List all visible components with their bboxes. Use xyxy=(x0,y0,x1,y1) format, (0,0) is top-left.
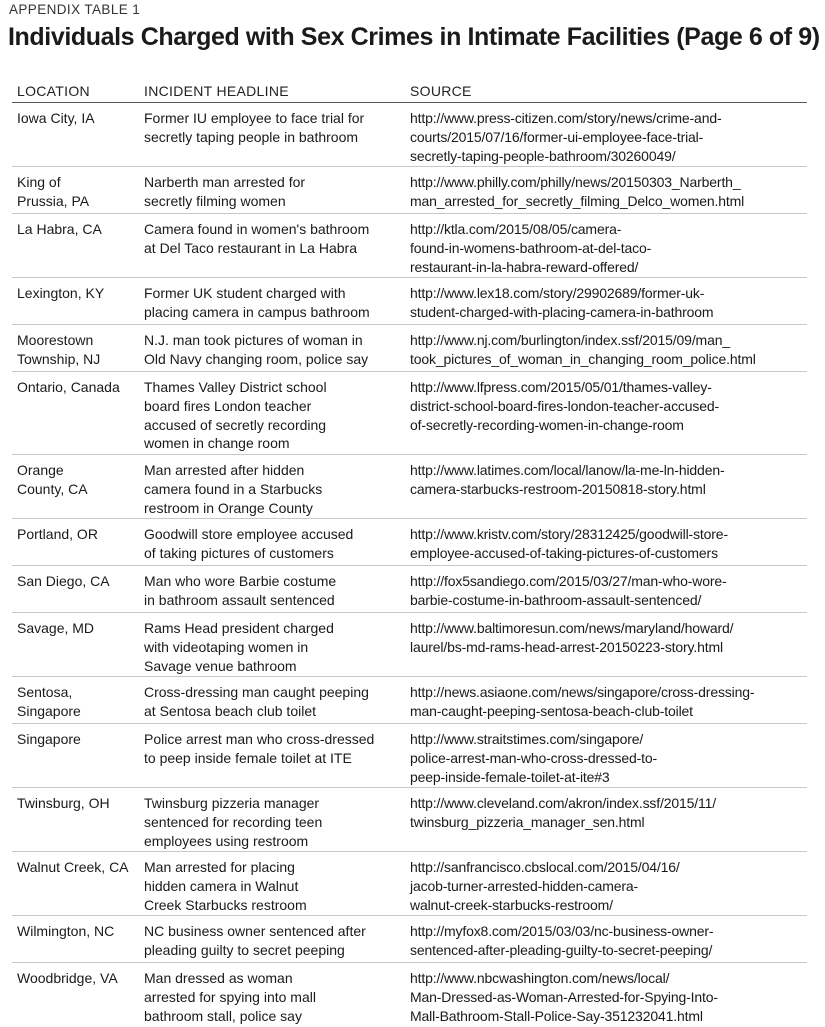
column-header-source: SOURCE xyxy=(410,83,472,99)
cell-location: Sentosa, Singapore xyxy=(17,684,81,719)
cell-headline: Man arrested after hidden camera found in a Starbucks restroom in Orange County xyxy=(144,462,323,516)
cell-headline: Former UK student charged with placing camera in campus bathroom xyxy=(144,285,370,320)
incidents-table xyxy=(12,81,807,1027)
cell-location: San Diego, CA xyxy=(17,573,110,589)
cell-headline: Man arrested for placing hidden camera in Walnut Creek Starbucks restroom xyxy=(144,859,307,913)
page-title: Individuals Charged with Sex Crimes in Intimate Facilities (Page 6 of 9) xyxy=(8,23,820,51)
table-row xyxy=(12,325,807,372)
cell-location: Moorestown Township, NJ xyxy=(17,332,101,367)
table-row xyxy=(12,214,807,278)
table-row xyxy=(12,677,807,724)
table-row xyxy=(12,519,807,566)
cell-source-url: http://www.cleveland.com/akron/index.ssf/2015/11/ twinsburg_pizzeria_manager_sen.html xyxy=(410,795,717,830)
cell-location: Singapore xyxy=(17,731,81,747)
table-row xyxy=(12,566,807,613)
cell-headline: Man dressed as woman arrested for spying into mall bathroom stall, police say xyxy=(144,970,316,1024)
cell-source-url: http://myfox8.com/2015/03/03/nc-business-owner- sentenced-after-pleading-guilty-to-secret-peeping/ xyxy=(410,923,714,958)
cell-source-url: http://www.press-citizen.com/story/news/crime-and- courts/2015/07/16/former-ui-employee-face-trial- secretly-taping-people-bathroom/30260049/ xyxy=(410,110,722,164)
cell-location: Woodbridge, VA xyxy=(17,970,118,986)
table-row xyxy=(12,788,807,852)
cell-location: Savage, MD xyxy=(17,620,95,636)
cell-headline: Police arrest man who cross-dressed to peep inside female toilet at ITE xyxy=(144,731,375,766)
cell-headline: Man who wore Barbie costume in bathroom assault sentenced xyxy=(144,573,337,608)
cell-location: La Habra, CA xyxy=(17,221,102,237)
cell-location: Twinsburg, OH xyxy=(17,795,110,811)
cell-headline: Rams Head president charged with videotaping women in Savage venue bathroom xyxy=(144,620,334,674)
cell-source-url: http://www.philly.com/philly/news/20150303_Narberth_ man_arrested_for_secretly_filming_Delco_women.html xyxy=(410,174,745,209)
cell-source-url: http://www.latimes.com/local/lanow/la-me-ln-hidden- camera-starbucks-restroom-20150818-story.html xyxy=(410,462,725,497)
table-row xyxy=(12,724,807,788)
table-row xyxy=(12,963,807,1027)
cell-location: Ontario, Canada xyxy=(17,379,120,395)
cell-headline: Thames Valley District school board fires London teacher accused of secretly recording women in change room xyxy=(144,379,327,452)
cell-source-url: http://ktla.com/2015/08/05/camera- found-in-womens-bathroom-at-del-taco- restaurant-in-la-habra-reward-offered/ xyxy=(410,221,652,275)
cell-source-url: http://sanfrancisco.cbslocal.com/2015/04/16/ jacob-turner-arrested-hidden-camera- walnut-creek-starbucks-restroom/ xyxy=(410,859,680,913)
cell-source-url: http://www.straitstimes.com/singapore/ police-arrest-man-who-cross-dressed-to- peep-inside-female-toilet-at-ite#3 xyxy=(410,731,657,785)
table-body xyxy=(12,103,807,1027)
table-header xyxy=(12,81,807,103)
cell-source-url: http://www.nj.com/burlington/index.ssf/2015/09/man_ took_pictures_of_woman_in_changing_room_police.html xyxy=(410,332,756,367)
cell-source-url: http://www.baltimoresun.com/news/maryland/howard/ laurel/bs-md-rams-head-arrest-20150223-story.html xyxy=(410,620,734,655)
cell-location: Iowa City, IA xyxy=(17,110,95,126)
cell-headline: N.J. man took pictures of woman in Old Navy changing room, police say xyxy=(144,332,369,367)
cell-headline: Twinsburg pizzeria manager sentenced for recording teen employees using restroom xyxy=(144,795,323,849)
cell-location: Portland, OR xyxy=(17,526,98,542)
table-row xyxy=(12,167,807,214)
cell-headline: Former IU employee to face trial for secretly taping people in bathroom xyxy=(144,110,365,145)
cell-source-url: http://news.asiaone.com/news/singapore/cross-dressing- man-caught-peeping-sentosa-beach-club-toilet xyxy=(410,684,755,719)
cell-location: Walnut Creek, CA xyxy=(17,859,129,875)
table-row xyxy=(12,455,807,519)
table-row xyxy=(12,613,807,677)
column-header-headline: INCIDENT HEADLINE xyxy=(144,83,289,99)
cell-source-url: http://fox5sandiego.com/2015/03/27/man-who-wore- barbie-costume-in-bathroom-assault-sentenced/ xyxy=(410,573,727,608)
cell-source-url: http://www.lfpress.com/2015/05/01/thames-valley- district-school-board-fires-london-teacher-accused- of-secretly-recording-women-in-change-room xyxy=(410,379,720,433)
cell-location: Lexington, KY xyxy=(17,285,105,301)
table-row xyxy=(12,852,807,916)
table-row xyxy=(12,916,807,963)
appendix-label: APPENDIX TABLE 1 xyxy=(9,2,141,17)
cell-source-url: http://www.kristv.com/story/28312425/goodwill-store- employee-accused-of-taking-pictures-of-customers xyxy=(410,526,728,561)
table-row xyxy=(12,278,807,325)
cell-headline: Cross-dressing man caught peeping at Sentosa beach club toilet xyxy=(144,684,369,719)
cell-headline: Narberth man arrested for secretly filming women xyxy=(144,174,306,209)
table-row xyxy=(12,372,807,455)
cell-location: Orange County, CA xyxy=(17,462,88,497)
cell-location: Wilmington, NC xyxy=(17,923,115,939)
cell-location: King of Prussia, PA xyxy=(17,174,90,209)
cell-source-url: http://www.nbcwashington.com/news/local/ Man-Dressed-as-Woman-Arrested-for-Spying-Into- Mall-Bathroom-Stall-Police-Say-351232041.html xyxy=(410,970,718,1024)
cell-headline: Goodwill store employee accused of taking pictures of customers xyxy=(144,526,354,561)
cell-source-url: http://www.lex18.com/story/29902689/former-uk- student-charged-with-placing-camera-in-bathroom xyxy=(410,285,714,320)
column-header-location: LOCATION xyxy=(17,83,90,99)
cell-headline: Camera found in women's bathroom at Del Taco restaurant in La Habra xyxy=(144,221,370,256)
cell-headline: NC business owner sentenced after pleading guilty to secret peeping xyxy=(144,923,366,958)
table-row xyxy=(12,103,807,167)
